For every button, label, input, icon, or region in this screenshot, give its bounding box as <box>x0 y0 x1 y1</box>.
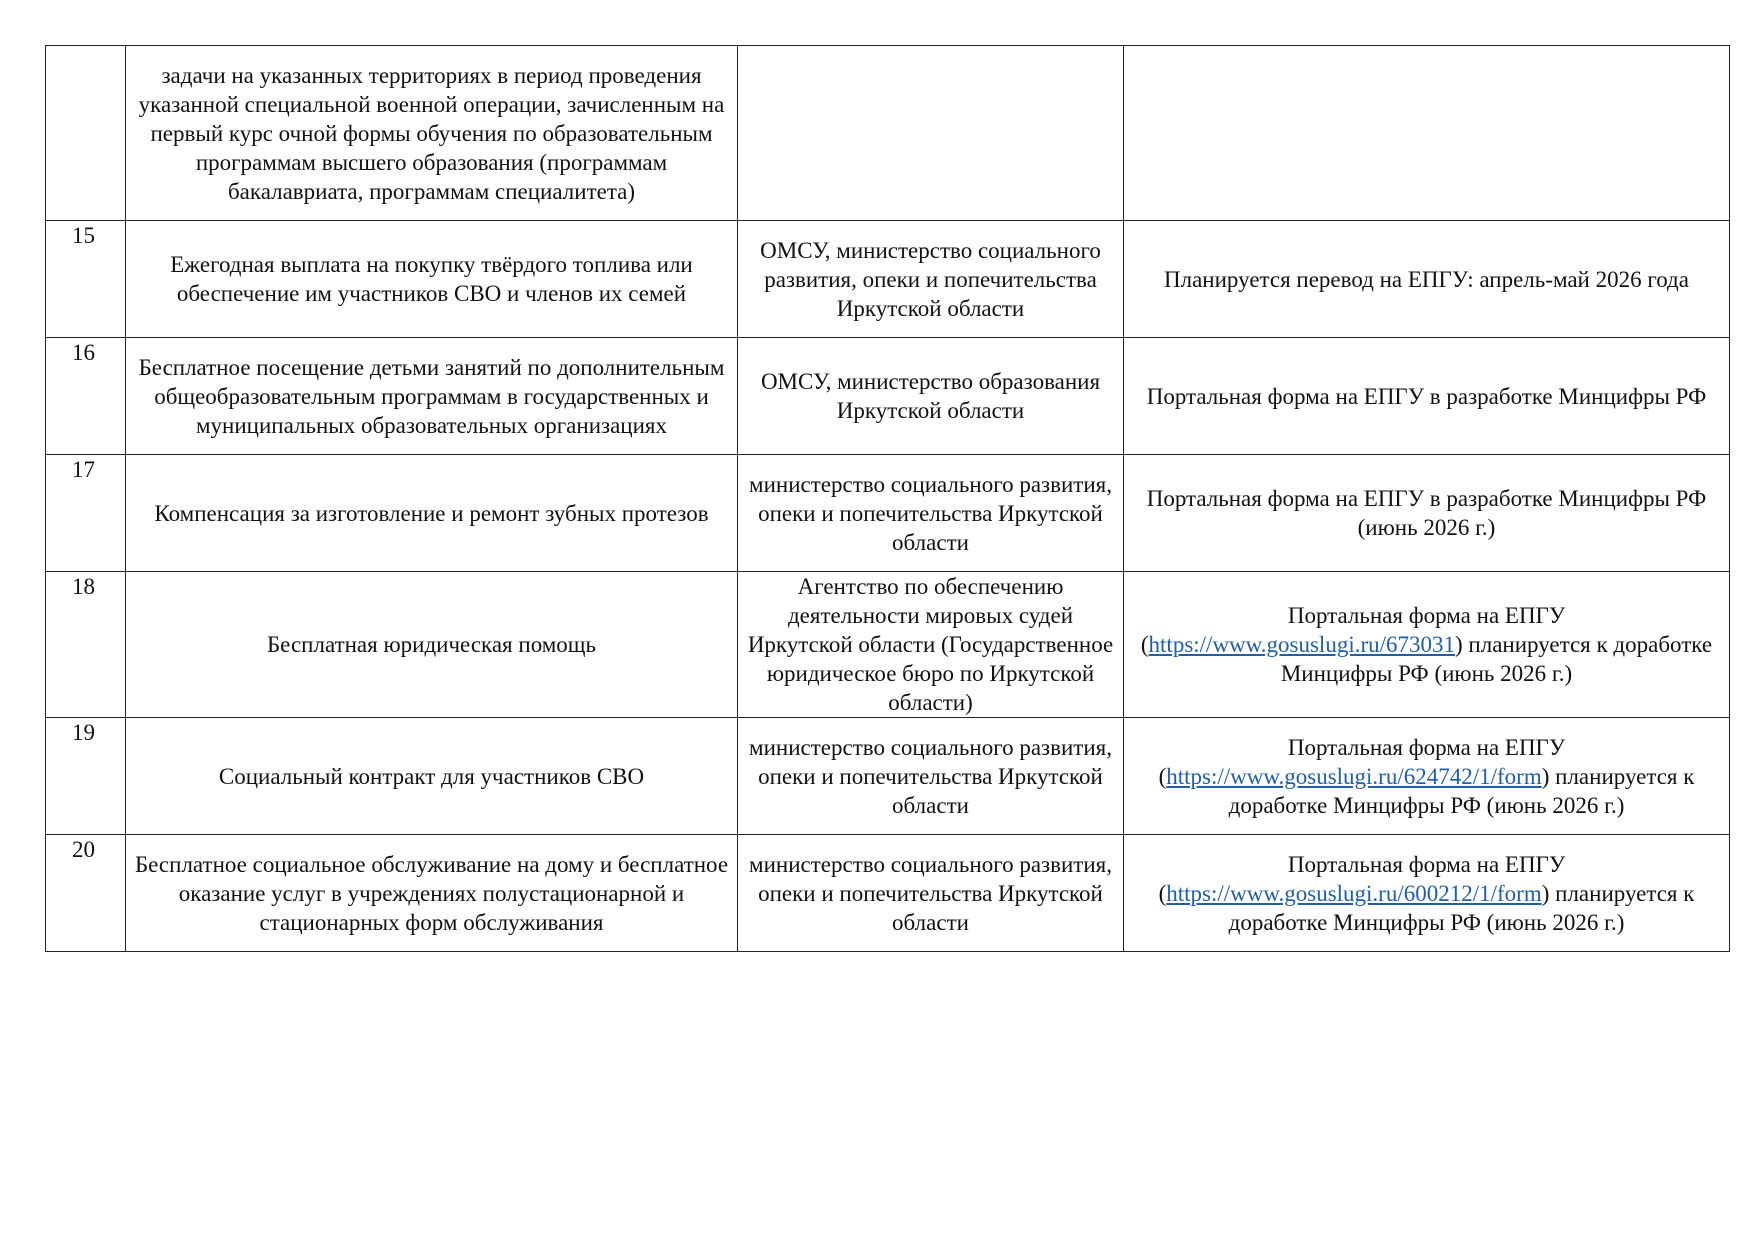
service-name: Бесплатное социальное обслуживание на дому и бесплатное оказание услуг в учреждениях полустационарной и стационарных форм обслуживания <box>126 835 738 952</box>
epgu-status <box>1124 718 1730 835</box>
epgu-status-text-after: ) планируется к доработке Минцифры РФ (июнь 2026 г.) <box>1228 880 1695 935</box>
row-number: 15 <box>46 221 126 338</box>
service-name: Бесплатная юридическая помощь <box>126 572 738 718</box>
service-name: Компенсация за изготовление и ремонт зубных протезов <box>126 455 738 572</box>
service-name: задачи на указанных территориях в период проведения указанной специальной военной операции, зачисленным на первый курс очной формы обучения по образовательным программам высшего образования (программам бакалавриата, программам специалитета) <box>126 46 738 221</box>
epgu-status-text-after: ) планируется к доработке Минцифры РФ (июнь 2026 г.) <box>1228 763 1695 818</box>
table-row <box>46 718 1730 835</box>
epgu-status <box>1124 835 1730 952</box>
row-number: 19 <box>46 718 126 835</box>
service-name: Бесплатное посещение детьми занятий по дополнительным общеобразовательным программам в государственных и муниципальных образовательных организациях <box>126 338 738 455</box>
epgu-status-text-after: ) планируется к доработке Минцифры РФ (июнь 2026 г.) <box>1280 632 1713 686</box>
epgu-status: Портальная форма на ЕПГУ в разработке Минцифры РФ <box>1124 338 1730 455</box>
responsible-org: министерство социального развития, опеки и попечительства Иркутской области <box>738 455 1124 572</box>
row-number: 16 <box>46 338 126 455</box>
table-row <box>46 338 1730 455</box>
responsible-org: Агентство по обеспечению деятельности мировых судей Иркутской области (Государственное юридическое бюро по Иркутской области) <box>738 572 1124 718</box>
table-row <box>46 455 1730 572</box>
row-number: 17 <box>46 455 126 572</box>
epgu-status: Портальная форма на ЕПГУ в разработке Минцифры РФ (июнь 2026 г.) <box>1124 455 1730 572</box>
service-name: Социальный контракт для участников СВО <box>126 718 738 835</box>
row-number: 18 <box>46 572 126 718</box>
service-name: Ежегодная выплата на покупку твёрдого топлива или обеспечение им участников СВО и членов их семей <box>126 221 738 338</box>
row-number <box>46 46 126 221</box>
table-row <box>46 835 1730 952</box>
responsible-org: министерство социального развития, опеки и попечительства Иркутской области <box>738 835 1124 952</box>
gosuslugi-link[interactable]: https://www.gosuslugi.ru/600212/1/form <box>1166 880 1542 906</box>
epgu-status: Планируется перевод на ЕПГУ: апрель-май 2026 года <box>1124 221 1730 338</box>
responsible-org: министерство социального развития, опеки и попечительства Иркутской области <box>738 718 1124 835</box>
epgu-status <box>1124 572 1730 718</box>
table-row <box>46 572 1730 718</box>
row-number: 20 <box>46 835 126 952</box>
services-table <box>45 45 1730 952</box>
table-row <box>46 221 1730 338</box>
responsible-org: ОМСУ, министерство образования Иркутской области <box>738 338 1124 455</box>
responsible-org: ОМСУ, министерство социального развития, опеки и попечительства Иркутской области <box>738 221 1124 338</box>
epgu-status-text-before: Портальная форма на ЕПГУ ( <box>1158 734 1566 789</box>
gosuslugi-link[interactable]: https://www.gosuslugi.ru/624742/1/form <box>1166 763 1542 789</box>
gosuslugi-link[interactable]: https://www.gosuslugi.ru/673031 <box>1148 632 1456 657</box>
epgu-status-text-before: Портальная форма на ЕПГУ ( <box>1158 851 1566 906</box>
epgu-status-text-before: Портальная форма на ЕПГУ ( <box>1140 603 1566 657</box>
responsible-org <box>738 46 1124 221</box>
epgu-status <box>1124 46 1730 221</box>
table-row <box>46 46 1730 221</box>
